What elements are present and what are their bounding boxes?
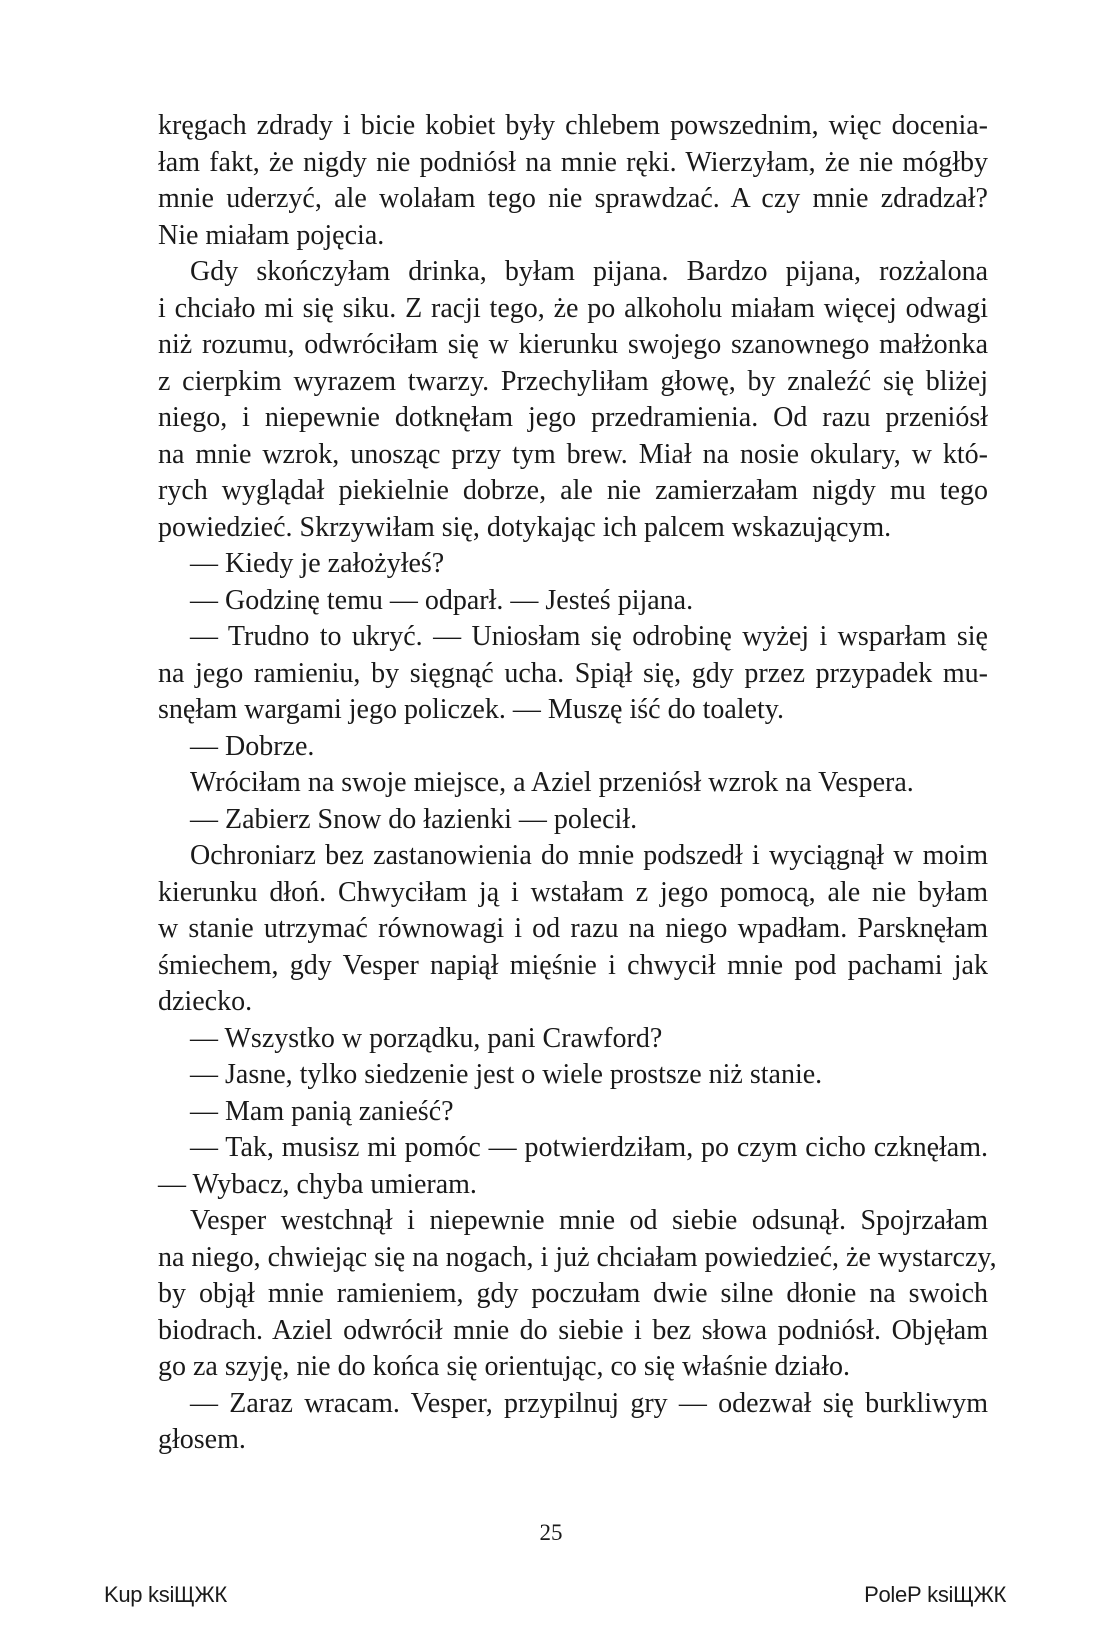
text-line: i chciało mi się siku. Z racji tego, że po alkoholu miałam więcej odwagi: [158, 292, 988, 324]
text-line: w stanie utrzymać równowagi i od razu na niego wpadłam. Parsknęłam: [158, 913, 988, 944]
text-line: — Trudno to ukryć. — Uniosłam się odrobinę wyżej i wsparłam się: [190, 621, 988, 652]
paragraph: [158, 1021, 988, 1058]
text-line: — Jasne, tylko siedzenie jest o wiele prostsze niż stanie.: [190, 1059, 823, 1090]
text-line: Vesper westchnął i niepewnie mnie od siebie odsunął. Spojrzałam: [190, 1205, 988, 1236]
text-line: Ochroniarz bez zastanowienia do mnie podszedł i wyciągnął w moim: [190, 840, 988, 871]
paragraph: [158, 765, 988, 802]
paragraph: [158, 619, 988, 729]
buy-book-link[interactable]: Kup ksiЩЖК: [104, 1582, 227, 1607]
text-line: — Wybacz, chyba umieram.: [158, 1168, 477, 1200]
paragraph: [158, 729, 988, 766]
paragraph: [158, 1057, 988, 1094]
text-line: go za szyję, nie do końca się orientując, co się właśnie działo.: [158, 1351, 850, 1382]
text-line: — Kiedy je założyłeś?: [190, 548, 445, 579]
text-line: — Dobrze.: [190, 730, 315, 762]
paragraph: [158, 1386, 988, 1459]
text-line: na mnie wzrok, unosząc przy tym brew. Miał na nosie okulary, w któ-: [158, 438, 988, 470]
text-line: — Wszystko w porządku, pani Crawford?: [190, 1022, 663, 1054]
paragraph: [158, 802, 988, 839]
paragraph: [158, 1203, 997, 1386]
text-line: — Godzinę temu — odparł. — Jesteś pijana.: [190, 584, 694, 616]
paragraph: [158, 1094, 988, 1131]
paragraph: [158, 108, 988, 254]
text-line: — Zabierz Snow do łazienki — polecił.: [190, 803, 638, 835]
text-line: Nie miałam pojęcia.: [158, 219, 385, 251]
paragraph: [158, 838, 988, 1021]
text-line: — Mam panią zanieść?: [190, 1095, 454, 1127]
text-line: niż rozumu, odwróciłam się w kierunku swojego szanownego małżonka: [158, 329, 988, 360]
text-line: z cierpkim wyrazem twarzy. Przechyliłam głowę, by znaleźć się bliżej: [158, 365, 988, 397]
page-number: 25: [539, 1520, 563, 1545]
text-line: na jego ramieniu, by sięgnąć ucha. Spiął się, gdy przez przypadek mu-: [158, 657, 988, 689]
paragraph: [158, 254, 988, 546]
text-line: snęłam wargami jego policzek. — Muszę iść do toalety.: [158, 694, 784, 725]
text-line: powiedzieć. Skrzywiłam się, dotykając ich palcem wskazującym.: [158, 511, 892, 543]
text-line: biodrach. Aziel odwrócił mnie do siebie i bez słowa podniósł. Objęłam: [158, 1314, 988, 1346]
text-line: niego, i niepewnie dotknęłam jego przedramienia. Od razu przeniósł: [158, 402, 988, 433]
text-line: by objął mnie ramieniem, gdy poczułam dwie silne dłonie na swoich: [158, 1278, 988, 1309]
paragraph: [158, 546, 988, 583]
paragraph: [158, 583, 988, 620]
text-line: mnie uderzyć, ale wolałam tego nie sprawdzać. A czy mnie zdradzał?: [158, 183, 988, 214]
text-line: na niego, chwiejąc się na nogach, i już chciałam powiedzieć, że wystarczy,: [158, 1241, 997, 1273]
text-line: łam fakt, że nigdy nie podniósł na mnie ręki. Wierzyłam, że nie mógłby: [158, 146, 988, 178]
recommend-book-link[interactable]: PoleР ksiЩЖК: [864, 1582, 1006, 1607]
text-line: rych wyglądał piekielnie dobrze, ale nie zamierzałam nigdy mu tego: [158, 475, 988, 506]
text-line: — Zaraz wracam. Vesper, przypilnuj gry — odezwał się burkliwym: [190, 1387, 988, 1419]
text-line: głosem.: [158, 1424, 246, 1455]
text-line: dziecko.: [158, 986, 253, 1017]
text-line: kierunku dłoń. Chwyciłam ją i wstałam z jego pomocą, ale nie byłam: [158, 876, 988, 908]
text-line: Gdy skończyłam drinka, byłam pijana. Bardzo pijana, rozżalona: [190, 256, 988, 287]
body-text: [158, 108, 997, 1459]
text-line: Wróciłam na swoje miejsce, a Aziel przeniósł wzrok na Vespera.: [190, 767, 914, 798]
paragraph: [158, 1130, 988, 1203]
text-line: kręgach zdrady i bicie kobiet były chlebem powszednim, więc docenia-: [158, 110, 988, 141]
text-line: — Tak, musisz mi pomóc — potwierdziłam, po czym cicho czknęłam.: [190, 1132, 988, 1163]
text-line: śmiechem, gdy Vesper napiął mięśnie i chwycił mnie pod pachami jak: [158, 949, 988, 981]
